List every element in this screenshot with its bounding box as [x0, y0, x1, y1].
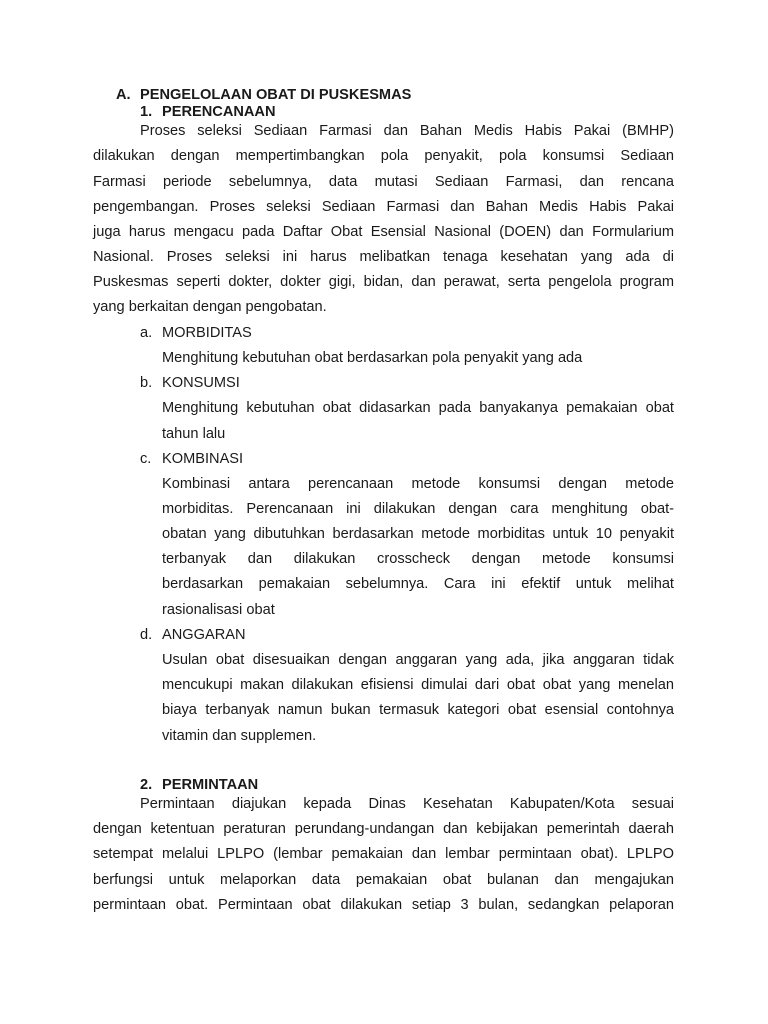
item-c-text: morbiditas. Perencanaan ini dilakukan dengan cara menghitung obat-	[162, 501, 674, 517]
perencanaan-paragraph-line: pengembangan. Proses seleksi Sediaan Farmasi dan Bahan Medis Habis Pakai	[93, 199, 674, 215]
item-a-marker: a.	[140, 325, 153, 341]
item-d-text: biaya terbanyak namun bukan termasuk kategori obat esensial contohnya	[162, 702, 674, 718]
item-c-title: KOMBINASI	[162, 451, 244, 467]
item-b-marker: b.	[140, 375, 153, 391]
perencanaan-marker: 1.	[140, 104, 153, 120]
perencanaan-paragraph-line: Farmasi periode sebelumnya, data mutasi Sediaan Farmasi, dan rencana	[93, 174, 674, 190]
item-d-marker: d.	[140, 627, 153, 643]
perencanaan-paragraph-line: dilakukan dengan mempertimbangkan pola penyakit, pola konsumsi Sediaan	[93, 148, 674, 164]
item-d-text: Usulan obat disesuaikan dengan anggaran yang ada, jika anggaran tidak	[162, 652, 674, 668]
item-d-text: vitamin dan supplemen.	[162, 728, 317, 744]
permintaan-paragraph-line: permintaan obat. Permintaan obat dilakukan setiap 3 bulan, sedangkan pelaporan	[93, 897, 674, 913]
item-a-title: MORBIDITAS	[162, 325, 252, 341]
permintaan-title: PERMINTAAN	[162, 777, 259, 793]
item-c-marker: c.	[140, 451, 152, 467]
section-a-title: PENGELOLAAN OBAT DI PUSKESMAS	[140, 87, 412, 103]
perencanaan-paragraph-line: Nasional. Proses seleksi ini harus melibatkan tenaga kesehatan yang ada di	[93, 249, 674, 265]
item-a-text: Menghitung kebutuhan obat berdasarkan pola penyakit yang ada	[162, 350, 583, 366]
item-c-text: Kombinasi antara perencanaan metode konsumsi dengan metode	[162, 476, 674, 492]
perencanaan-paragraph-line: yang berkaitan dengan pengobatan.	[93, 299, 327, 315]
item-b-text: tahun lalu	[162, 426, 226, 442]
permintaan-paragraph-line: berfungsi untuk melaporkan data pemakaian obat bulanan dan mengajukan	[93, 872, 674, 888]
perencanaan-paragraph-line: Puskesmas seperti dokter, dokter gigi, bidan, dan perawat, serta pengelola program	[93, 274, 674, 290]
permintaan-marker: 2.	[140, 777, 153, 793]
item-d-text: mencukupi makan dilakukan efisiensi dimulai dari obat obat yang menelan	[162, 677, 674, 693]
item-b-text: Menghitung kebutuhan obat didasarkan pada banyakanya pemakaian obat	[162, 400, 674, 416]
permintaan-paragraph-line: Permintaan diajukan kepada Dinas Kesehatan Kabupaten/Kota sesuai	[140, 796, 674, 812]
item-c-text: berdasarkan pemakaian sebelumnya. Cara ini efektif untuk melihat	[162, 576, 674, 592]
section-a-marker: A.	[116, 87, 131, 103]
perencanaan-paragraph-line: juga harus mengacu pada Daftar Obat Esensial Nasional (DOEN) dan Formularium	[93, 224, 674, 240]
item-d-title: ANGGARAN	[162, 627, 246, 643]
item-c-text: obatan yang dibutuhkan berdasarkan metode morbiditas untuk 10 penyakit	[162, 526, 674, 542]
item-c-text: terbanyak dan dilakukan crosscheck dengan metode konsumsi	[162, 551, 674, 567]
perencanaan-title: PERENCANAAN	[162, 104, 276, 120]
permintaan-paragraph-line: dengan ketentuan peraturan perundang-undangan dan kebijakan pemerintah daerah	[93, 821, 674, 837]
item-c-text: rasionalisasi obat	[162, 602, 275, 618]
permintaan-paragraph-line: setempat melalui LPLPO (lembar pemakaian dan lembar permintaan obat). LPLPO	[93, 846, 674, 862]
item-b-title: KONSUMSI	[162, 375, 240, 391]
perencanaan-paragraph-line: Proses seleksi Sediaan Farmasi dan Bahan Medis Habis Pakai (BMHP)	[140, 123, 674, 139]
